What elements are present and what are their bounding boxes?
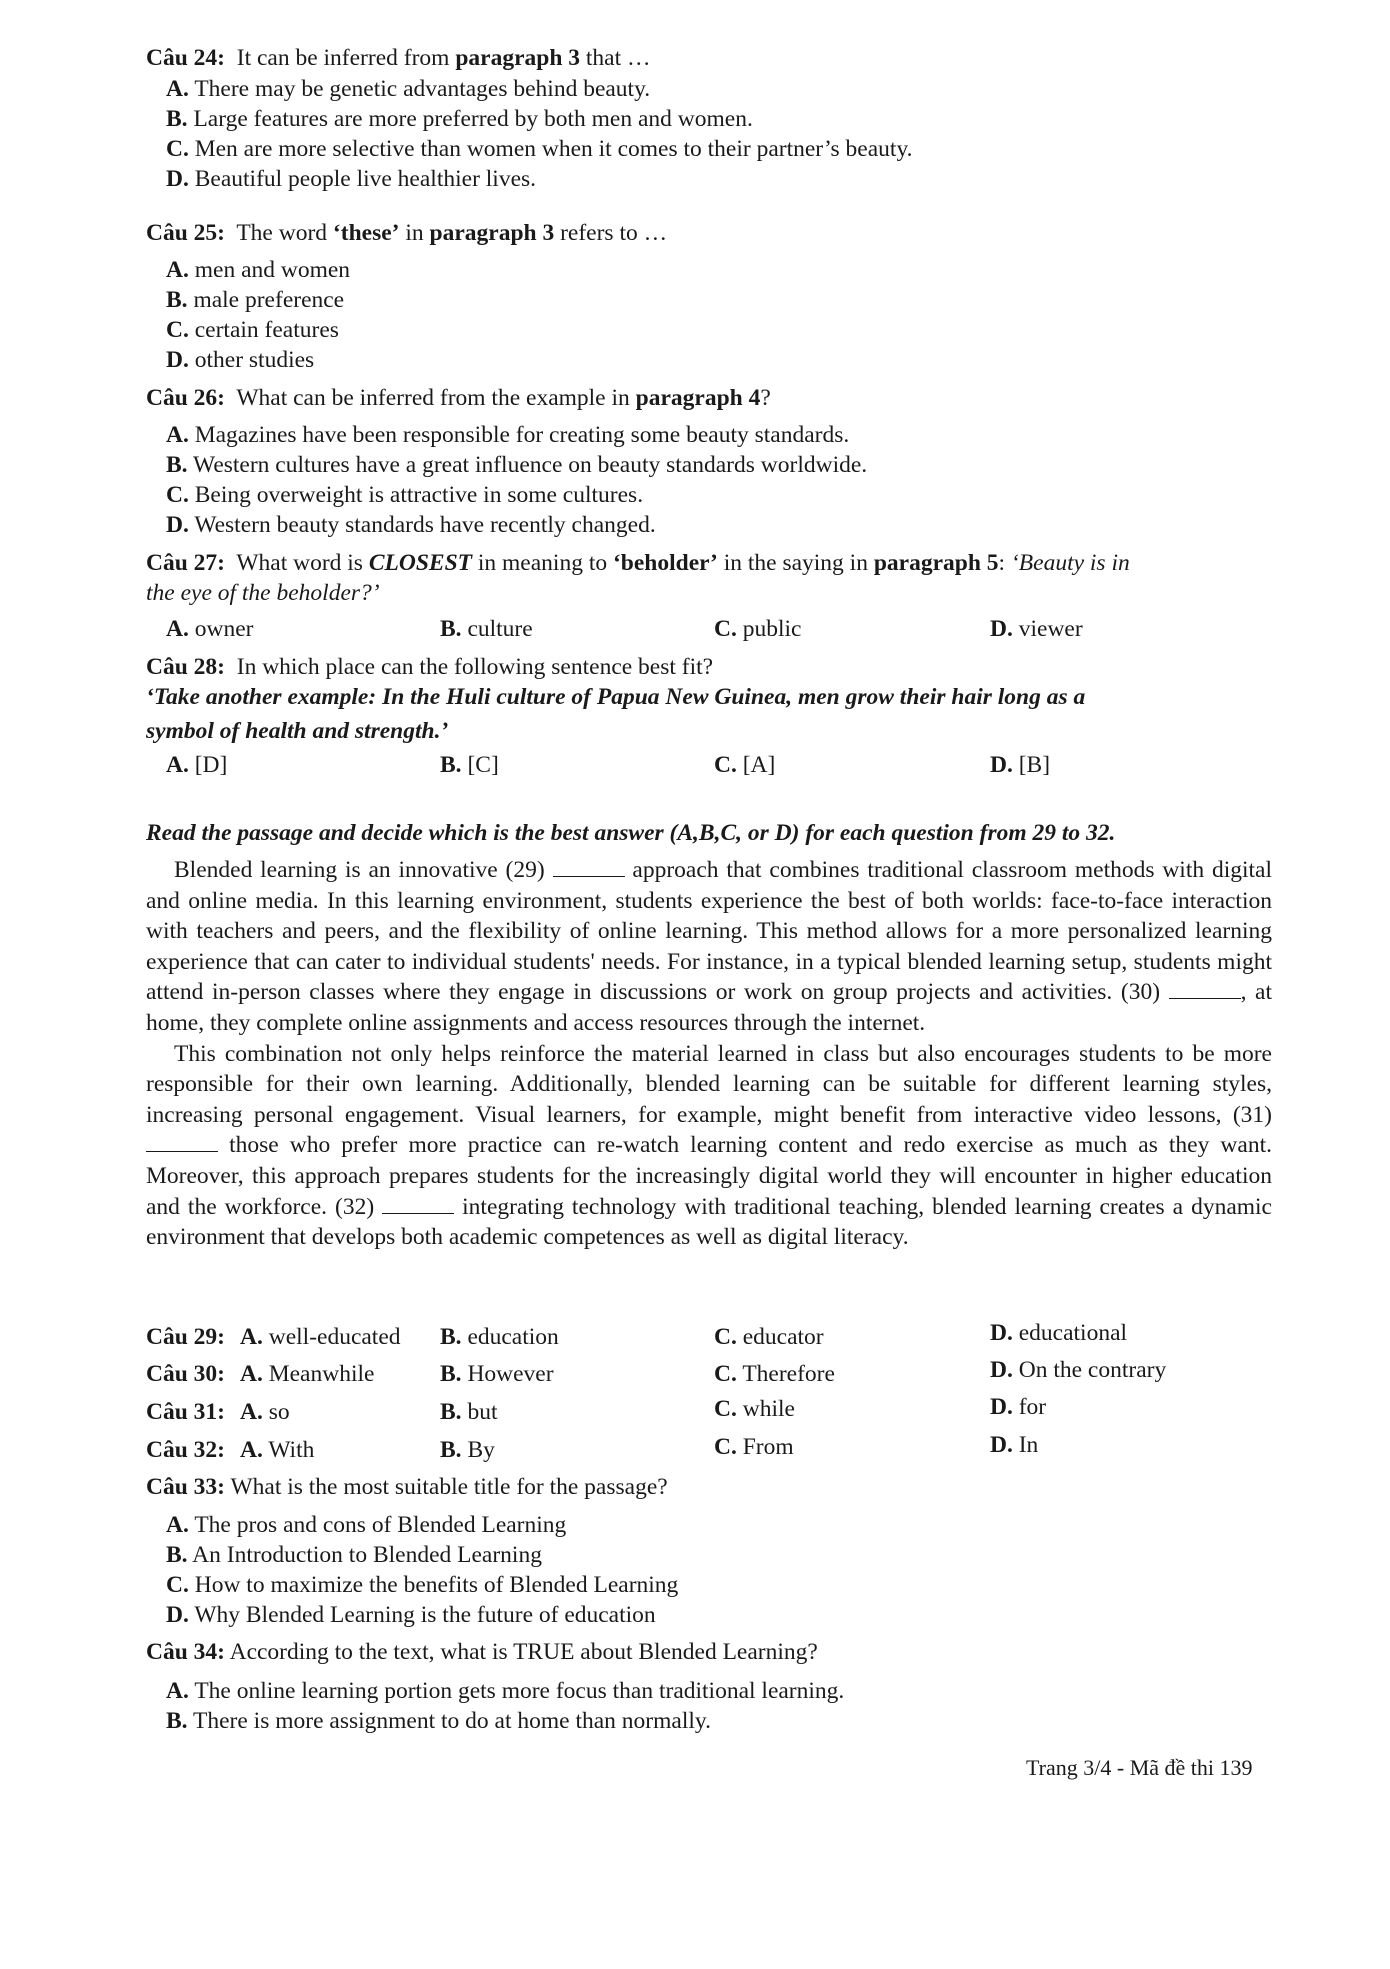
question-27-option-c: C. public [714,616,802,642]
question-30-label: Câu 30: [146,1361,225,1387]
question-33-option-a: A. The pros and cons of Blended Learning [166,1512,567,1538]
question-label: Câu 27: [146,550,225,576]
question-28-stem: Câu 28: In which place can the following sentence best fit? [146,654,714,680]
blank-30 [1169,978,1241,999]
question-26-option-a: A. Magazines have been responsible for creating some beauty standards. [166,422,850,448]
question-25-option-c: C. certain features [166,317,339,343]
question-30-option-a: A. Meanwhile [240,1361,375,1387]
question-34-option-a: A. The online learning portion gets more focus than traditional learning. [166,1678,845,1704]
question-26-option-b: B. Western cultures have a great influence on beauty standards worldwide. [166,452,868,478]
blank-31 [146,1131,218,1152]
question-label: Câu 25: [146,220,225,246]
question-26-option-c: C. Being overweight is attractive in some cultures. [166,482,644,508]
question-label: Câu 33: [146,1474,225,1500]
question-32-label: Câu 32: [146,1437,225,1463]
question-31-option-a: A. so [240,1399,290,1425]
question-27-option-b: B. culture [440,616,533,642]
question-28-option-b: B. [C] [440,752,499,778]
question-28-quote-line-1: ‘Take another example: In the Huli culture of Papua New Guinea, men grow their hair long as a [146,684,1086,710]
question-25-option-b: B. male preference [166,287,345,313]
question-33-stem: Câu 33: What is the most suitable title for the passage? [146,1474,668,1500]
question-28-quote-line-2: symbol of health and strength.’ [146,718,449,744]
question-29-option-d: D. educational [990,1320,1128,1346]
question-30-option-d: D. On the contrary [990,1357,1167,1383]
passage-paragraph-1: Blended learning is an innovative (29) approach that combines traditional classroom methods with digital and online media. In this learning environment, students experience the best of both worlds: face-to-face interaction with teachers and peers, and the flexibility of online learning. This method allows for a more personalized learning experience that can cater to individual students' needs. For instance, in a typical blended learning setup, students might attend in-person classes where they engage in discussions or work on group projects and activities. (30) , at home, they complete online assignments and access resources through the internet. [146,857,1272,1036]
question-30-option-b: B. However [440,1361,554,1387]
question-25-option-a: A. men and women [166,257,351,283]
question-29-option-c: C. educator [714,1324,824,1350]
question-31-label: Câu 31: [146,1399,225,1425]
question-29-label: Câu 29: [146,1324,225,1350]
reading-passage [146,855,1272,1253]
question-27-stem-continued: the eye of the beholder?’ [146,580,380,606]
question-32-option-d: D. In [990,1432,1039,1458]
question-27-option-a: A. owner [166,616,254,642]
blank-29 [553,856,625,877]
question-28-option-c: C. [A] [714,752,776,778]
question-26-stem: Câu 26: What can be inferred from the example in paragraph 4? [146,385,771,411]
question-25-stem: Câu 25: The word ‘these’ in paragraph 3 refers to … [146,220,668,246]
question-32-option-a: A. With [240,1437,315,1463]
passage-paragraph-2: This combination not only helps reinforce the material learned in class but also encourages students to be more responsible for their own learning. Additionally, blended learning can be suitable for different learning styles, increasing personal engagement. Visual learners, for example, might benefit from interactive video lessons, (31) those who prefer more practice can re-watch learning content and redo exercise as much as they want. Moreover, this approach prepares students for the increasingly digital world they will encounter in higher education and the workforce. (32) integrating technology with traditional teaching, blended learning creates a dynamic environment that develops both academic competences as well as digital literacy. [146,1040,1272,1251]
question-label: Câu 28: [146,654,225,680]
question-24-option-c: C. Men are more selective than women when it comes to their partner’s beauty. [166,136,913,162]
question-29-option-b: B. education [440,1324,559,1350]
question-24-option-a: A. There may be genetic advantages behind beauty. [166,76,651,102]
question-34-stem: Câu 34: According to the text, what is TRUE about Blended Learning? [146,1639,818,1665]
question-label: Câu 26: [146,385,225,411]
question-32-option-c: C. From [714,1434,794,1460]
question-33-option-d: D. Why Blended Learning is the future of education [166,1602,656,1628]
question-33-option-c: C. How to maximize the benefits of Blended Learning [166,1572,679,1598]
question-25-option-d: D. other studies [166,347,315,373]
question-34-option-b: B. There is more assignment to do at home than normally. [166,1708,711,1734]
question-33-option-b: B. An Introduction to Blended Learning [166,1542,542,1568]
question-27-option-d: D. viewer [990,616,1083,642]
question-label: Câu 24: [146,45,225,71]
section-instruction: Read the passage and decide which is the best answer (A,B,C, or D) for each question from 29 to 32. [146,820,1116,846]
question-30-option-c: C. Therefore [714,1361,835,1387]
question-31-option-b: B. but [440,1399,498,1425]
blank-32 [382,1193,454,1214]
question-28-option-a: A. [D] [166,752,228,778]
page-footer: Trang 3/4 - Mã đề thi 139 [1026,1755,1253,1780]
question-31-option-d: D. for [990,1394,1047,1420]
question-31-option-c: C. while [714,1396,795,1422]
question-24-stem: Câu 24: It can be inferred from paragraph 3 that … [146,45,651,71]
question-27-stem: Câu 27: What word is CLOSEST in meaning to ‘beholder’ in the saying in paragraph 5: ‘Beauty is in [146,550,1130,576]
question-28-option-d: D. [B] [990,752,1051,778]
question-32-option-b: B. By [440,1437,495,1463]
question-24-option-b: B. Large features are more preferred by both men and women. [166,106,753,132]
question-26-option-d: D. Western beauty standards have recently changed. [166,512,656,538]
question-29-option-a: A. well-educated [240,1324,401,1350]
question-label: Câu 34: [146,1639,225,1665]
question-24-option-d: D. Beautiful people live healthier lives. [166,166,537,192]
